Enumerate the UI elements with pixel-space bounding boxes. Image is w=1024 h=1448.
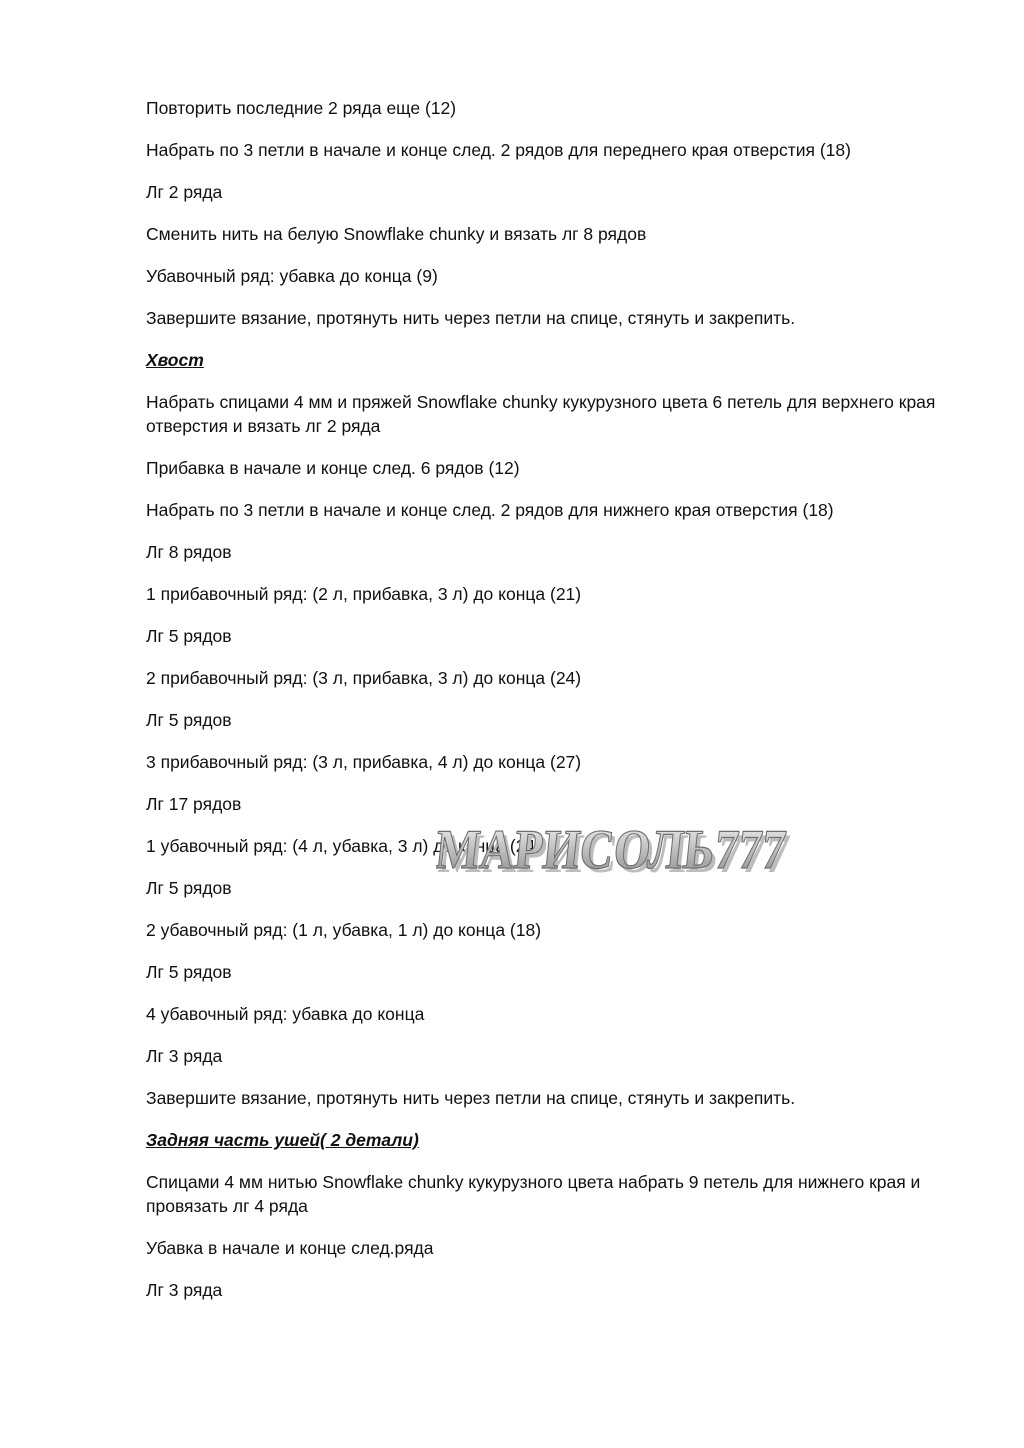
- instruction-line: 1 убавочный ряд: (4 л, убавка, 3 л) до конца (24): [146, 836, 542, 856]
- instruction-line: 2 убавочный ряд: (1 л, убавка, 1 л) до конца (18): [146, 920, 542, 940]
- instruction-line: Лг 17 рядов: [146, 794, 242, 814]
- instruction-line: Лг 5 рядов: [146, 710, 232, 730]
- instruction-line: Лг 5 рядов: [146, 626, 232, 646]
- instruction-line: 4 убавочный ряд: убавка до конца: [146, 1004, 425, 1024]
- instruction-line: Лг 3 ряда: [146, 1280, 223, 1300]
- instruction-line: Лг 5 рядов: [146, 878, 232, 898]
- instruction-line: Набрать по 3 петли в начале и конце след. 2 рядов для нижнего края отверстия (18): [146, 500, 834, 520]
- section-heading-ears: Задняя часть ушей( 2 детали): [146, 1130, 419, 1150]
- instruction-line: 3 прибавочный ряд: (3 л, прибавка, 4 л) до конца (27): [146, 752, 582, 772]
- instruction-line: Набрать по 3 петли в начале и конце след. 2 рядов для переднего края отверстия (18): [146, 140, 851, 160]
- instruction-line: Повторить последние 2 ряда еще (12): [146, 98, 457, 118]
- instruction-line: Лг 2 ряда: [146, 182, 223, 202]
- watermark-shadow-text: МАРИСОЛЬ777: [436, 823, 806, 885]
- instruction-line: Завершите вязание, протянуть нить через петли на спице, стянуть и закрепить.: [146, 1088, 796, 1108]
- instruction-line: Лг 3 ряда: [146, 1046, 223, 1066]
- instruction-line: Прибавка в начале и конце след. 6 рядов (12): [146, 458, 520, 478]
- instruction-line: Завершите вязание, протянуть нить через петли на спице, стянуть и закрепить.: [146, 308, 796, 328]
- document-body: [146, 96, 946, 1320]
- instruction-line: Убавочный ряд: убавка до конца (9): [146, 266, 438, 286]
- instruction-line: Лг 5 рядов: [146, 962, 232, 982]
- instruction-line: Убавка в начале и конце след.ряда: [146, 1238, 434, 1258]
- instruction-line: 1 прибавочный ряд: (2 л, прибавка, 3 л) до конца (21): [146, 584, 582, 604]
- instruction-line: Набрать спицами 4 мм и пряжей Snowflake chunky кукурузного цвета 6 петель для верхнего края отверстия и вязать лг 2 ряда: [146, 392, 936, 436]
- instruction-line: Лг 8 рядов: [146, 542, 232, 562]
- instruction-line: 2 прибавочный ряд: (3 л, прибавка, 3 л) до конца (24): [146, 668, 582, 688]
- instruction-line: Спицами 4 мм нитью Snowflake chunky кукурузного цвета набрать 9 петель для нижнего края и провязать лг 4 ряда: [146, 1172, 921, 1216]
- instruction-line: Сменить нить на белую Snowflake chunky и вязать лг 8 рядов: [146, 224, 647, 244]
- watermark-text: МАРИСОЛЬ777: [436, 819, 806, 881]
- section-heading-tail: Хвост: [146, 350, 204, 370]
